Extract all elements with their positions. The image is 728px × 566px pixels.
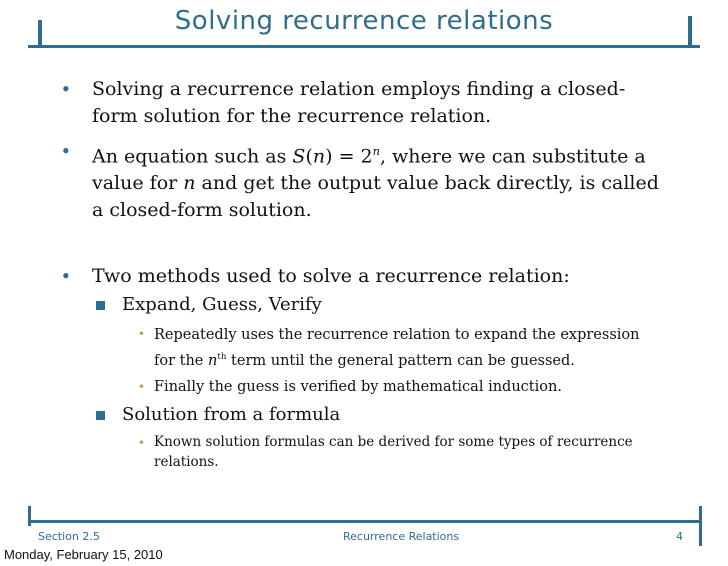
bullet-text-2: An equation such as $S(n) = 2^n$, where we can substitute a value for n and get the output value back directly, is called a closed-form solution. [92,144,659,222]
footer-page-number: 4 [676,530,683,543]
title-right-marker [688,16,692,46]
method-2-label: Solution from a formula [122,404,341,425]
footer-section: Section 2.5 [38,530,100,543]
footer-topic: Recurrence Relations [343,530,460,543]
footer-right-marker [699,506,702,546]
method-1-step-2: Finally the guess is verified by mathematical induction. [154,379,562,395]
bullet-dot: • [62,138,70,163]
sub-sub-bullet: • [139,327,144,342]
title-underline [28,45,700,48]
method-1-step-1: Repeatedly uses the recurrence relation to expand the expression for the $n^{th}$ term until the general pattern can be guessed. [154,327,640,369]
footer-rule [28,520,700,523]
sub-sub-bullet: • [139,380,144,395]
bullet-text-3: Two methods used to solve a recurrence relation: [92,265,570,287]
bullet-text-1: Solving a recurrence relation employs finding a closed-form solution for the recurrence relation. [92,78,626,127]
method-1-label: Expand, Guess, Verify [122,294,322,315]
timestamp: Monday, February 15, 2010 [4,547,163,562]
title-left-marker [38,20,42,48]
bullet-dot: • [62,76,70,101]
method-2-step-1: Known solution formulas can be derived for some types of recurrence relations. [154,434,633,470]
sub-sub-bullet: • [139,436,144,451]
sub-bullet-square [96,301,105,310]
slide-title: Solving recurrence relations [174,6,554,36]
footer-left-marker [28,506,31,526]
sub-bullet-square [96,411,105,420]
bullet-dot: • [62,263,70,288]
